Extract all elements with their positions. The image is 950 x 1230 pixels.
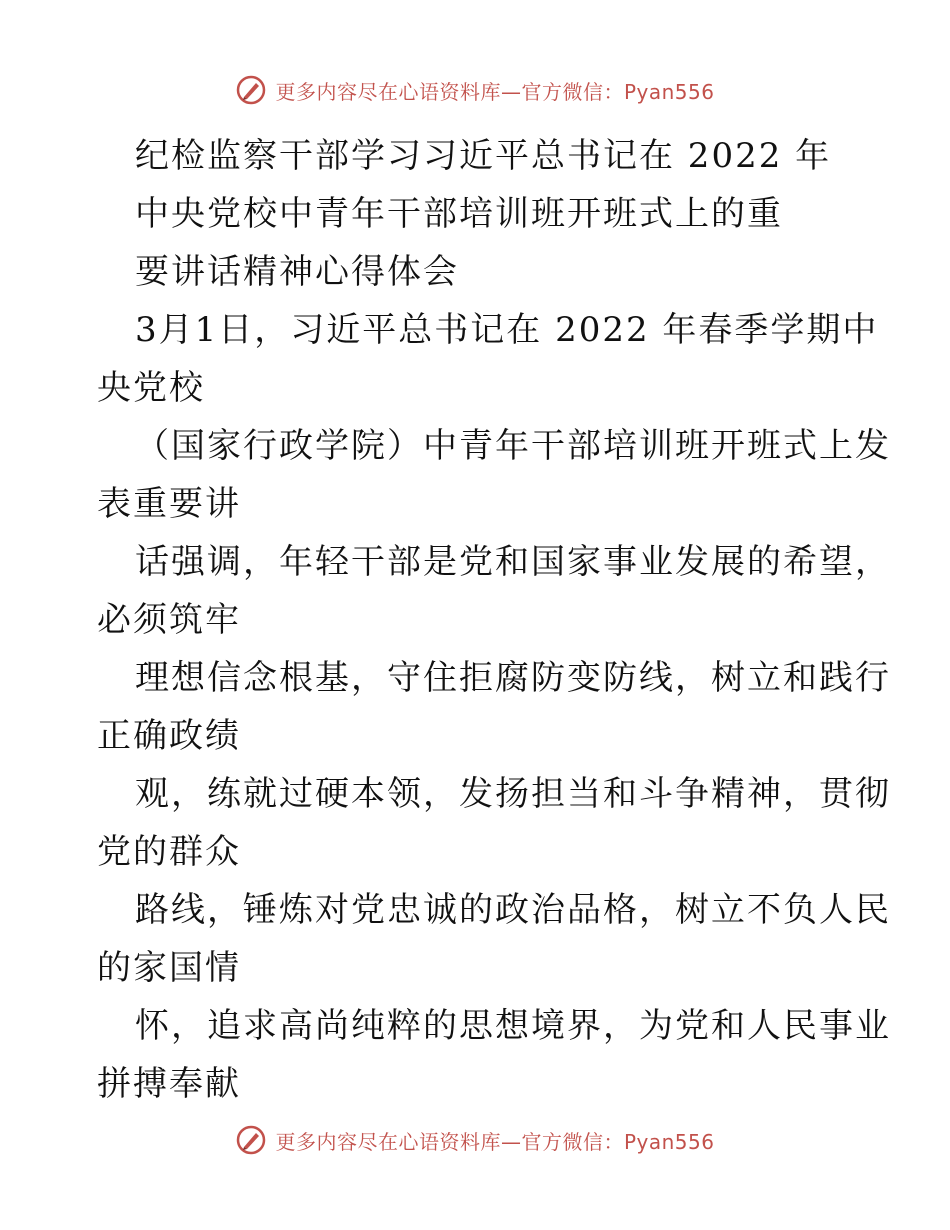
- title-line-3: 要讲话精神心得体会: [135, 252, 459, 292]
- title-line-1: 纪检监察干部学习习近平总书记在 2022 年: [135, 136, 832, 176]
- paragraph-line: （国家行政学院）中青年干部培训班开班式上发: [135, 426, 891, 466]
- paragraph-line: 话强调，年轻干部是党和国家事业发展的希望，: [135, 542, 891, 582]
- paragraph-line: 必须筑牢: [97, 600, 241, 640]
- paragraph-line: 党的群众: [97, 832, 241, 872]
- watermark-text: 更多内容尽在心语资料库—官方微信：Pyan556: [275, 79, 715, 104]
- footer-watermark-banner: [0, 1120, 950, 1160]
- header-watermark-banner: [0, 70, 950, 110]
- paragraph-line: 正确政绩: [97, 716, 241, 756]
- paragraph-line: 的家国情: [97, 948, 241, 988]
- pen-logo-icon: [235, 74, 267, 106]
- paragraph-line: 表重要讲: [97, 484, 241, 524]
- watermark-text: 更多内容尽在心语资料库—官方微信：Pyan556: [275, 1129, 715, 1154]
- paragraph-line: 观，练就过硬本领，发扬担当和斗争精神，贯彻: [135, 774, 891, 814]
- paragraph-line: 央党校: [97, 368, 205, 408]
- paragraph-line: 怀，追求高尚纯粹的思想境界，为党和人民事业: [135, 1006, 891, 1046]
- paragraph-line: 理想信念根基，守住拒腐防变防线，树立和践行: [135, 658, 891, 698]
- pen-logo-icon: [235, 1124, 267, 1156]
- paragraph-line: 路线，锤炼对党忠诚的政治品格，树立不负人民: [135, 890, 891, 930]
- paragraph-line: 3月1日，习近平总书记在 2022 年春季学期中: [135, 310, 879, 350]
- paragraph-line: 拼搏奉献: [97, 1064, 241, 1104]
- title-line-2: 中央党校中青年干部培训班开班式上的重: [135, 194, 783, 234]
